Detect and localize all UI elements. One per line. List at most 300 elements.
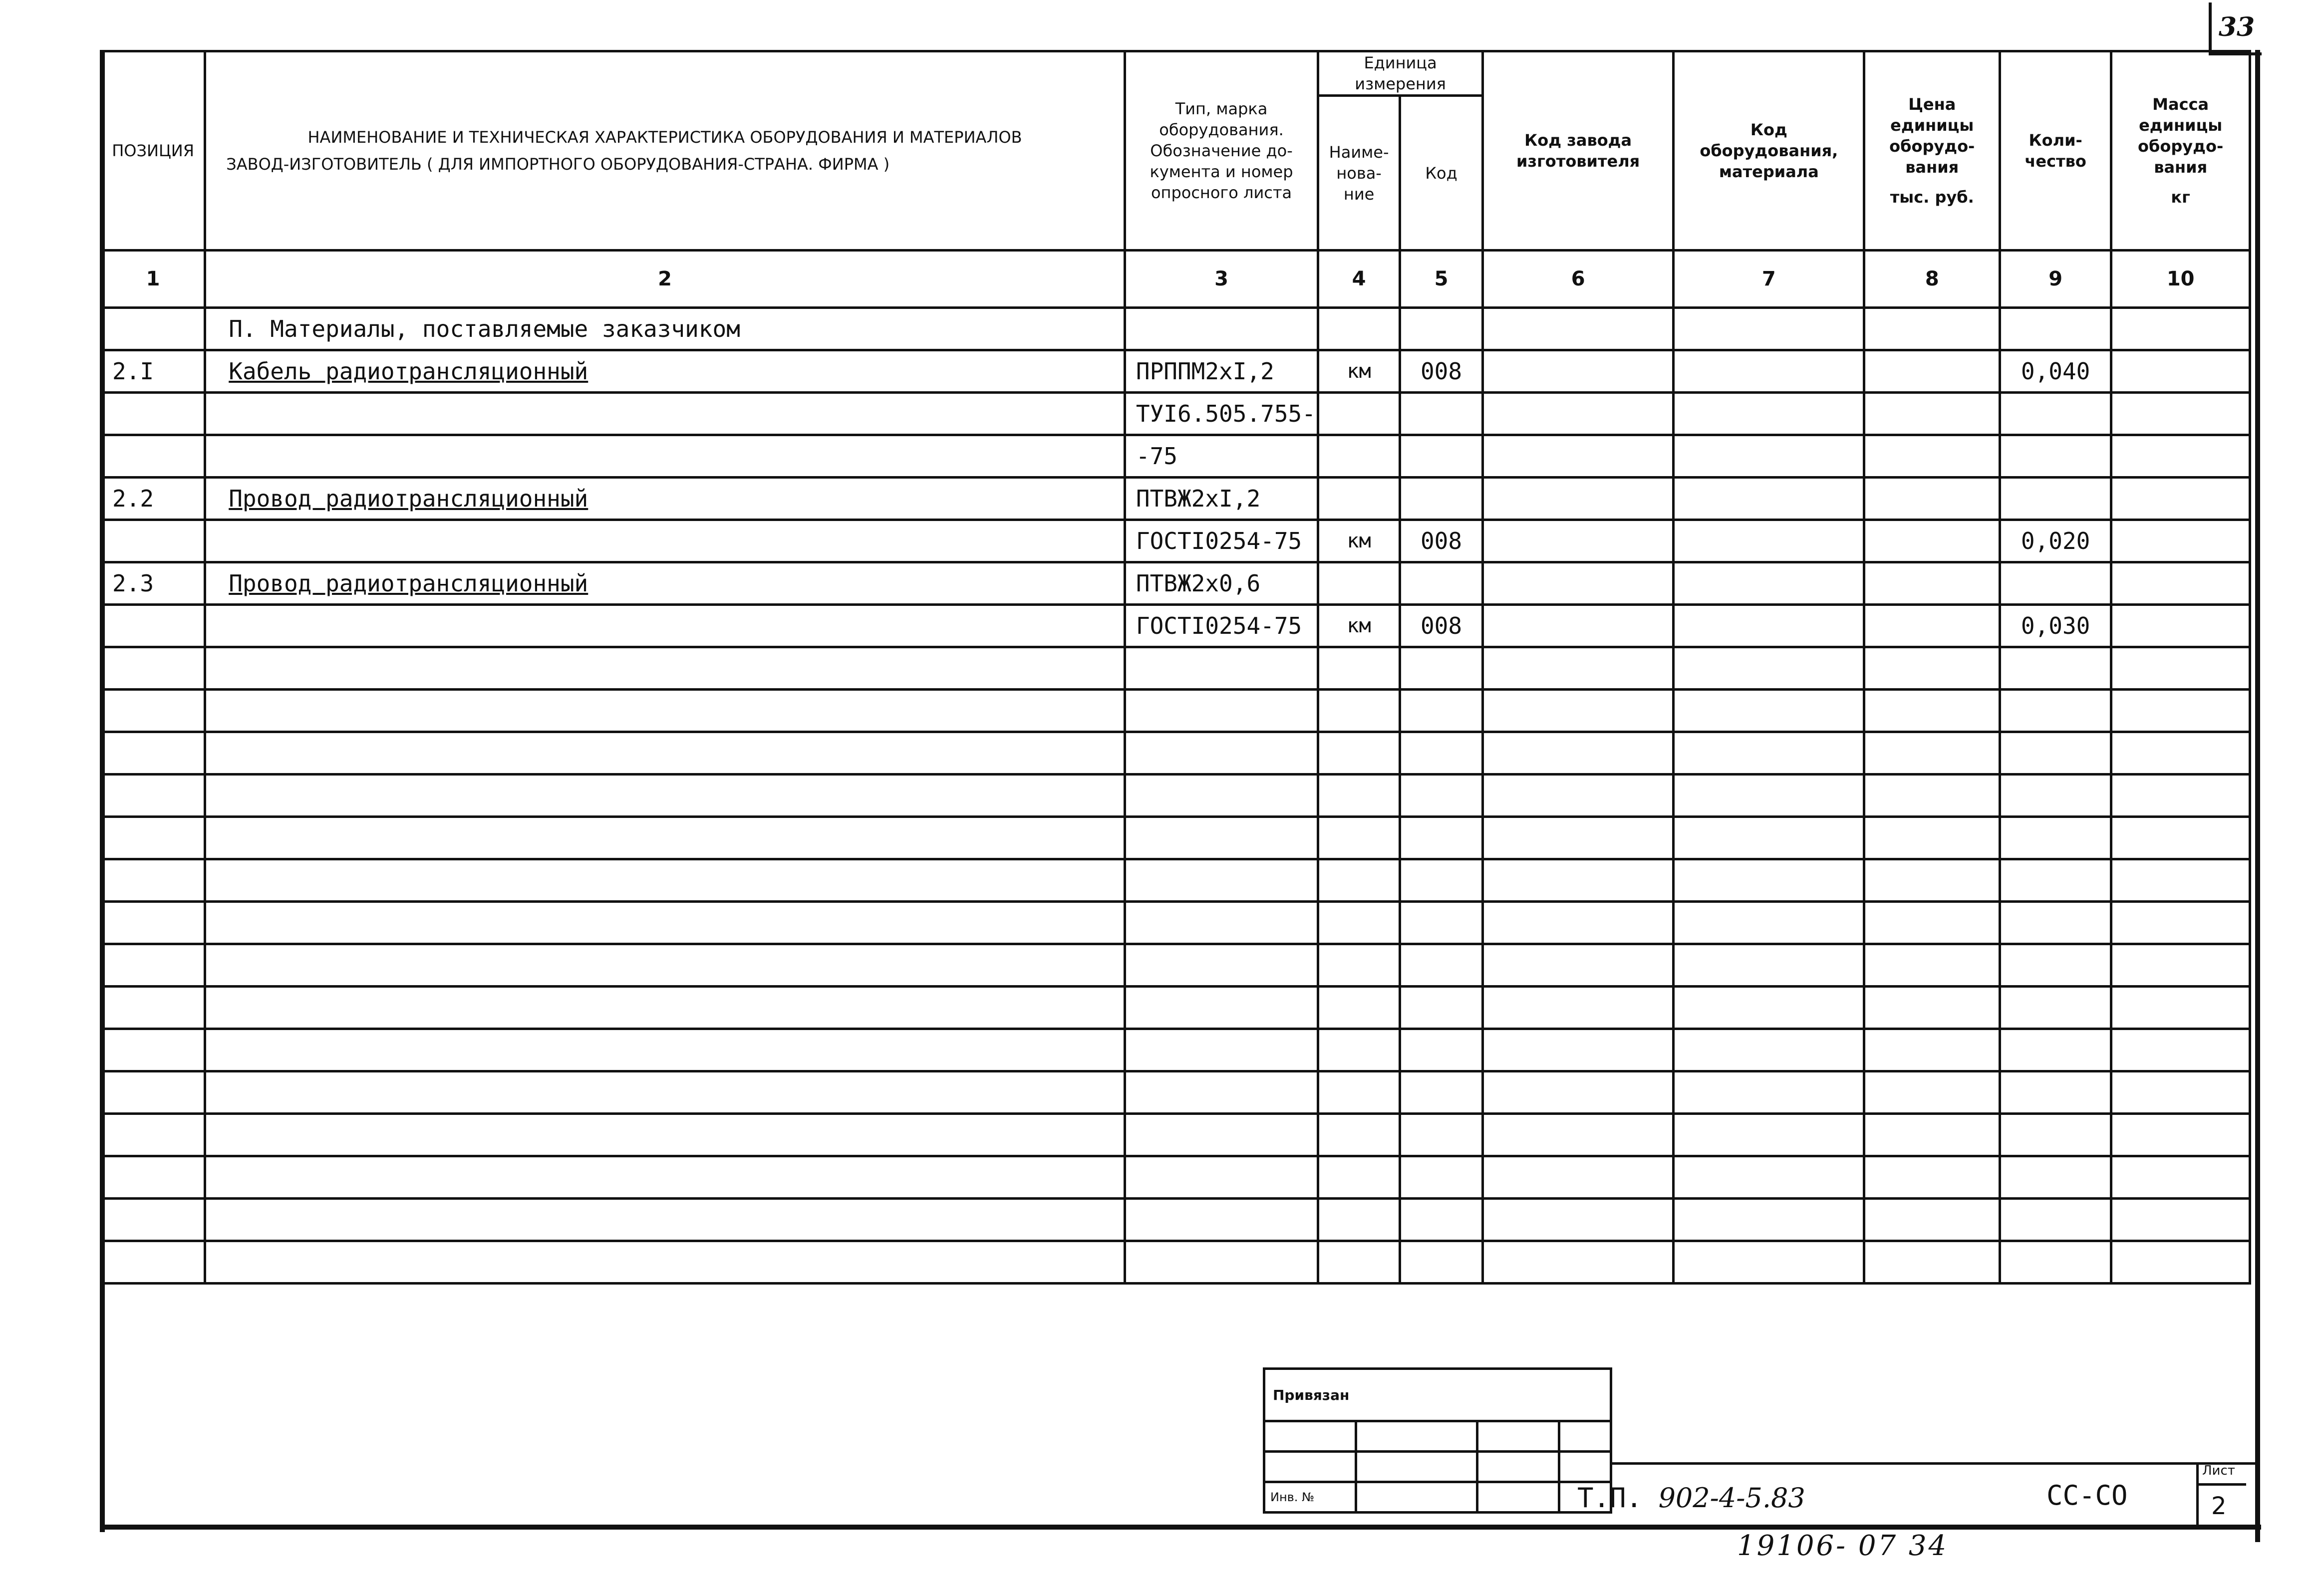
quantity-cell bbox=[2000, 562, 2111, 605]
cell-empty bbox=[1318, 1029, 1400, 1071]
cell-empty bbox=[101, 1199, 205, 1241]
cell-empty bbox=[101, 1114, 205, 1156]
cell-empty bbox=[1864, 647, 2000, 690]
column-number: 4 bbox=[1318, 251, 1400, 308]
maker-code-cell bbox=[1483, 605, 1674, 647]
mass-cell bbox=[2111, 393, 2250, 435]
header-quantity: Коли-чество bbox=[2000, 51, 2111, 251]
cell-empty bbox=[205, 1071, 1125, 1114]
cell-empty bbox=[1674, 1114, 1864, 1156]
position-cell: 2.2 bbox=[101, 478, 205, 520]
cell-empty bbox=[101, 944, 205, 987]
cell-empty bbox=[1318, 690, 1400, 732]
column-number: 10 bbox=[2111, 251, 2250, 308]
unit-code-cell: 008 bbox=[1400, 520, 1483, 562]
blank-row bbox=[101, 987, 2250, 1029]
cell-empty bbox=[1400, 647, 1483, 690]
quantity-cell: 0,040 bbox=[2000, 350, 2111, 393]
cell-empty bbox=[2111, 859, 2250, 902]
cell-empty bbox=[2111, 987, 2250, 1029]
cell-empty bbox=[1400, 944, 1483, 987]
cell-empty bbox=[1864, 775, 2000, 817]
cell-empty bbox=[1864, 859, 2000, 902]
cell-empty bbox=[1864, 1114, 2000, 1156]
cell-empty bbox=[1318, 1114, 1400, 1156]
column-number: 3 bbox=[1125, 251, 1318, 308]
cell-empty bbox=[1483, 987, 1674, 1029]
cell-empty bbox=[101, 732, 205, 775]
stamp-cell bbox=[1356, 1482, 1477, 1513]
cell-empty bbox=[2111, 1156, 2250, 1199]
cell-empty bbox=[1318, 775, 1400, 817]
cell-empty bbox=[1400, 732, 1483, 775]
type-cell: ПТВЖ2х0,6 bbox=[1125, 562, 1318, 605]
cell-empty bbox=[1400, 1114, 1483, 1156]
column-number: 8 bbox=[1864, 251, 2000, 308]
cell-empty bbox=[1125, 732, 1318, 775]
cell-empty bbox=[2111, 902, 2250, 944]
cell-empty bbox=[1318, 944, 1400, 987]
quantity-cell bbox=[2000, 393, 2111, 435]
cell-empty bbox=[2000, 1156, 2111, 1199]
cell-empty bbox=[1318, 732, 1400, 775]
page-mark: 33 bbox=[2209, 2, 2262, 55]
cell-empty bbox=[1318, 817, 1400, 859]
cell-empty bbox=[1864, 817, 2000, 859]
blank-row bbox=[101, 902, 2250, 944]
cell-empty bbox=[1674, 1156, 1864, 1199]
binding-stamp bbox=[1263, 1367, 1612, 1514]
cell-empty bbox=[101, 1241, 205, 1284]
blank-row bbox=[101, 944, 2250, 987]
list-label: Лист bbox=[2202, 1463, 2235, 1478]
cell-empty bbox=[2000, 1114, 2111, 1156]
unit-cell: км bbox=[1318, 520, 1400, 562]
cell-empty bbox=[2000, 690, 2111, 732]
type-cell: ПТВЖ2хI,2 bbox=[1125, 478, 1318, 520]
header-type: Тип, марка оборудования. Обозначение до-кумента и номер опросного листа bbox=[1125, 51, 1318, 251]
cell-empty bbox=[1483, 1114, 1674, 1156]
cell-empty bbox=[1483, 1241, 1674, 1284]
cell-empty bbox=[1318, 308, 1400, 350]
column-numbers-row bbox=[101, 251, 2250, 308]
table-row bbox=[101, 393, 2250, 435]
blank-row bbox=[101, 1199, 2250, 1241]
cell-empty bbox=[1483, 817, 1674, 859]
cell-empty bbox=[1864, 1071, 2000, 1114]
cell-empty bbox=[205, 1156, 1125, 1199]
cell-empty bbox=[205, 1114, 1125, 1156]
cell-empty bbox=[1318, 1241, 1400, 1284]
name-cell bbox=[205, 393, 1125, 435]
table-row bbox=[101, 435, 2250, 478]
cell-empty bbox=[2000, 1029, 2111, 1071]
price-cell bbox=[1864, 478, 2000, 520]
blank-row bbox=[101, 647, 2250, 690]
mass-cell bbox=[2111, 478, 2250, 520]
cell-empty bbox=[1864, 944, 2000, 987]
sheet-border-right bbox=[2255, 50, 2260, 1542]
unit-cell bbox=[1318, 435, 1400, 478]
cell-empty bbox=[1674, 859, 1864, 902]
material-code-cell bbox=[1674, 520, 1864, 562]
material-code-cell bbox=[1674, 435, 1864, 478]
cell-empty bbox=[1864, 1241, 2000, 1284]
price-cell bbox=[1864, 562, 2000, 605]
list-number: 2 bbox=[2211, 1492, 2227, 1520]
unit-code-cell: 008 bbox=[1400, 605, 1483, 647]
cell-empty bbox=[2000, 775, 2111, 817]
cell-empty bbox=[2111, 817, 2250, 859]
cell-empty bbox=[101, 987, 205, 1029]
cell-empty bbox=[1318, 902, 1400, 944]
cell-empty bbox=[101, 1071, 205, 1114]
cell-empty bbox=[205, 817, 1125, 859]
name-cell: Кабель радиотрансляционный bbox=[205, 350, 1125, 393]
title-block-rule bbox=[1612, 1462, 2256, 1465]
cell-empty bbox=[1483, 1071, 1674, 1114]
sheet-code: СС-СО bbox=[2046, 1480, 2128, 1511]
cell-empty bbox=[2000, 1199, 2111, 1241]
quantity-cell: 0,020 bbox=[2000, 520, 2111, 562]
blank-rows bbox=[101, 647, 2250, 1284]
unit-code-cell bbox=[1400, 478, 1483, 520]
cell-empty bbox=[1400, 902, 1483, 944]
cell-empty bbox=[1674, 1241, 1864, 1284]
cell-empty bbox=[1674, 690, 1864, 732]
cell-empty bbox=[1674, 647, 1864, 690]
cell-empty bbox=[2000, 1071, 2111, 1114]
unit-code-cell: 008 bbox=[1400, 350, 1483, 393]
cell-empty bbox=[1674, 1071, 1864, 1114]
column-number: 1 bbox=[101, 251, 205, 308]
cell-empty bbox=[1483, 732, 1674, 775]
cell-empty bbox=[1400, 690, 1483, 732]
table-row bbox=[101, 520, 2250, 562]
cell-empty bbox=[1483, 902, 1674, 944]
cell-empty bbox=[1125, 817, 1318, 859]
cell-empty bbox=[2111, 775, 2250, 817]
stamp-cell bbox=[1264, 1421, 1356, 1452]
blank-row bbox=[101, 1241, 2250, 1284]
cell-empty bbox=[1864, 1029, 2000, 1071]
cell-empty bbox=[2000, 817, 2111, 859]
cell-empty bbox=[1674, 987, 1864, 1029]
section-row bbox=[101, 308, 2250, 350]
price-cell bbox=[1864, 520, 2000, 562]
cell-empty bbox=[101, 902, 205, 944]
header-material-code: Код оборудования, материала bbox=[1674, 51, 1864, 251]
header-name-line1: НАИМЕНОВАНИЕ И ТЕХНИЧЕСКАЯ ХАРАКТЕРИСТИКА ОБОРУДОВАНИЯ И МАТЕРИАЛОВ bbox=[307, 128, 1022, 147]
blank-row bbox=[101, 1029, 2250, 1071]
blank-row bbox=[101, 817, 2250, 859]
header-price-text: Цена единицы оборудо-вания bbox=[1889, 95, 1975, 177]
cell-empty bbox=[1483, 1156, 1674, 1199]
cell-empty bbox=[2000, 902, 2111, 944]
maker-code-cell bbox=[1483, 393, 1674, 435]
cell-empty bbox=[2000, 1241, 2111, 1284]
stamp-cell bbox=[1477, 1421, 1559, 1452]
price-cell bbox=[1864, 350, 2000, 393]
type-cell: ТУI6.505.755- bbox=[1125, 393, 1318, 435]
position-cell: 2.I bbox=[101, 350, 205, 393]
cell-empty bbox=[1125, 902, 1318, 944]
header-unit-group: Единица измерения bbox=[1318, 51, 1483, 96]
cell-empty bbox=[101, 775, 205, 817]
cell-empty bbox=[1400, 308, 1483, 350]
blank-row bbox=[101, 732, 2250, 775]
header-mass bbox=[2111, 51, 2250, 251]
cell-empty bbox=[205, 1199, 1125, 1241]
cell-empty bbox=[1125, 1241, 1318, 1284]
mass-cell bbox=[2111, 605, 2250, 647]
cell-empty bbox=[1400, 1071, 1483, 1114]
cell-empty bbox=[1400, 859, 1483, 902]
price-cell bbox=[1864, 435, 2000, 478]
cell-empty bbox=[205, 690, 1125, 732]
cell-empty bbox=[1125, 647, 1318, 690]
maker-code-cell bbox=[1483, 562, 1674, 605]
cell-empty bbox=[1400, 987, 1483, 1029]
mass-cell bbox=[2111, 350, 2250, 393]
material-code-cell bbox=[1674, 605, 1864, 647]
column-number: 6 bbox=[1483, 251, 1674, 308]
cell-empty bbox=[1125, 1156, 1318, 1199]
quantity-cell bbox=[2000, 478, 2111, 520]
data-rows bbox=[101, 350, 2250, 647]
cell-empty bbox=[1318, 987, 1400, 1029]
mass-cell bbox=[2111, 520, 2250, 562]
cell-empty bbox=[1400, 817, 1483, 859]
cell-empty bbox=[1400, 1156, 1483, 1199]
table-row bbox=[101, 605, 2250, 647]
header-maker-code: Код завода изготовителя bbox=[1483, 51, 1674, 251]
cell-empty bbox=[1318, 859, 1400, 902]
unit-code-cell bbox=[1400, 562, 1483, 605]
type-cell: ПРППМ2хI,2 bbox=[1125, 350, 1318, 393]
cell-empty bbox=[101, 817, 205, 859]
table-row bbox=[101, 562, 2250, 605]
price-cell bbox=[1864, 393, 2000, 435]
cell-empty bbox=[101, 647, 205, 690]
unit-cell bbox=[1318, 393, 1400, 435]
cell-empty bbox=[1125, 859, 1318, 902]
blank-row bbox=[101, 1071, 2250, 1114]
cell-empty bbox=[1318, 1199, 1400, 1241]
cell-empty bbox=[2111, 1241, 2250, 1284]
maker-code-cell bbox=[1483, 478, 1674, 520]
cell-empty bbox=[205, 732, 1125, 775]
unit-cell: км bbox=[1318, 605, 1400, 647]
header-unit-name: Наиме-нова-ние bbox=[1318, 96, 1400, 251]
header-row-top bbox=[101, 51, 2250, 96]
unit-cell bbox=[1318, 562, 1400, 605]
maker-code-cell bbox=[1483, 350, 1674, 393]
unit-code-cell bbox=[1400, 435, 1483, 478]
mass-cell bbox=[2111, 435, 2250, 478]
material-code-cell bbox=[1674, 350, 1864, 393]
header-mass-text: Масса единицы оборудо-вания bbox=[2138, 95, 2224, 177]
stamp-privyazan: Привязан bbox=[1264, 1369, 1611, 1421]
cell-empty bbox=[1125, 775, 1318, 817]
name-cell bbox=[205, 435, 1125, 478]
header-name-line2: ЗАВОД-ИЗГОТОВИТЕЛЬ ( ДЛЯ ИМПОРТНОГО ОБОРУДОВАНИЯ-СТРАНА. ФИРМА ) bbox=[226, 155, 890, 174]
position-cell bbox=[101, 520, 205, 562]
cell-empty bbox=[1400, 1241, 1483, 1284]
cell-empty bbox=[101, 1029, 205, 1071]
cell-empty bbox=[1483, 647, 1674, 690]
type-cell: ГОСТI0254-75 bbox=[1125, 520, 1318, 562]
maker-code-cell bbox=[1483, 435, 1674, 478]
position-cell: 2.3 bbox=[101, 562, 205, 605]
stamp-inv: Инв. № bbox=[1264, 1482, 1356, 1513]
blank-row bbox=[101, 1114, 2250, 1156]
cell-empty bbox=[1864, 987, 2000, 1029]
stamp-cell bbox=[1356, 1452, 1477, 1482]
cell-empty bbox=[205, 647, 1125, 690]
cell-empty bbox=[1674, 732, 1864, 775]
cell-empty bbox=[1864, 308, 2000, 350]
cell-empty bbox=[2000, 944, 2111, 987]
type-cell: ГОСТI0254-75 bbox=[1125, 605, 1318, 647]
list-separator bbox=[2196, 1483, 2246, 1486]
cell-empty bbox=[1674, 1199, 1864, 1241]
name-cell: Провод радиотрансляционный bbox=[205, 478, 1125, 520]
quantity-cell bbox=[2000, 435, 2111, 478]
blank-row bbox=[101, 859, 2250, 902]
stamp-cell bbox=[1477, 1482, 1559, 1513]
doc-code bbox=[1577, 1482, 1805, 1514]
cell-empty bbox=[205, 1241, 1125, 1284]
mass-cell bbox=[2111, 562, 2250, 605]
sheet-border-bottom bbox=[100, 1525, 2261, 1530]
cell-empty bbox=[1125, 944, 1318, 987]
cell-empty bbox=[2000, 308, 2111, 350]
stamp-cell bbox=[1264, 1452, 1356, 1482]
cell-empty bbox=[101, 308, 205, 350]
name-cell: Провод радиотрансляционный bbox=[205, 562, 1125, 605]
cell-empty bbox=[1400, 775, 1483, 817]
header-price-unit: тыс. руб. bbox=[1890, 188, 1974, 207]
unit-cell bbox=[1318, 478, 1400, 520]
table-row bbox=[101, 478, 2250, 520]
header-position: ПОЗИЦИЯ bbox=[101, 51, 205, 251]
cell-empty bbox=[2000, 987, 2111, 1029]
stamp-cell bbox=[1477, 1452, 1559, 1482]
column-number: 7 bbox=[1674, 251, 1864, 308]
cell-empty bbox=[2111, 732, 2250, 775]
cell-empty bbox=[205, 775, 1125, 817]
cell-empty bbox=[1125, 1029, 1318, 1071]
cell-empty bbox=[2111, 1071, 2250, 1114]
cell-empty bbox=[1483, 775, 1674, 817]
quantity-cell: 0,030 bbox=[2000, 605, 2111, 647]
cell-empty bbox=[1483, 1029, 1674, 1071]
archive-number: 19106- 07 34 bbox=[1737, 1530, 1949, 1562]
doc-number: 902-4-5.83 bbox=[1658, 1482, 1805, 1514]
cell-empty bbox=[2111, 308, 2250, 350]
price-cell bbox=[1864, 605, 2000, 647]
stamp-cell bbox=[1356, 1421, 1477, 1452]
cell-empty bbox=[1125, 1114, 1318, 1156]
cell-empty bbox=[1864, 690, 2000, 732]
cell-empty bbox=[1125, 308, 1318, 350]
stamp-cell bbox=[1559, 1452, 1611, 1482]
name-cell bbox=[205, 520, 1125, 562]
cell-empty bbox=[1318, 647, 1400, 690]
cell-empty bbox=[1674, 902, 1864, 944]
cell-empty bbox=[101, 1156, 205, 1199]
cell-empty bbox=[2111, 944, 2250, 987]
blank-row bbox=[101, 690, 2250, 732]
cell-empty bbox=[2000, 647, 2111, 690]
header-price bbox=[1864, 51, 2000, 251]
unit-code-cell bbox=[1400, 393, 1483, 435]
cell-empty bbox=[1674, 1029, 1864, 1071]
cell-empty bbox=[1318, 1071, 1400, 1114]
table-row bbox=[101, 350, 2250, 393]
cell-empty bbox=[1483, 308, 1674, 350]
position-cell bbox=[101, 393, 205, 435]
column-number: 9 bbox=[2000, 251, 2111, 308]
position-cell bbox=[101, 435, 205, 478]
cell-empty bbox=[1674, 775, 1864, 817]
specification-table bbox=[100, 50, 2251, 1285]
cell-empty bbox=[1400, 1029, 1483, 1071]
cell-empty bbox=[205, 902, 1125, 944]
cell-empty bbox=[1674, 817, 1864, 859]
cell-empty bbox=[1318, 1156, 1400, 1199]
header-mass-unit: кг bbox=[2171, 188, 2190, 207]
column-number: 2 bbox=[205, 251, 1125, 308]
cell-empty bbox=[2111, 1029, 2250, 1071]
cell-empty bbox=[2111, 1199, 2250, 1241]
cell-empty bbox=[1125, 987, 1318, 1029]
cell-empty bbox=[205, 859, 1125, 902]
cell-empty bbox=[205, 944, 1125, 987]
cell-empty bbox=[1483, 859, 1674, 902]
material-code-cell bbox=[1674, 562, 1864, 605]
cell-empty bbox=[2111, 647, 2250, 690]
blank-row bbox=[101, 775, 2250, 817]
header-unit-code: Код bbox=[1400, 96, 1483, 251]
cell-empty bbox=[1674, 944, 1864, 987]
cell-empty bbox=[1864, 902, 2000, 944]
cell-empty bbox=[2111, 690, 2250, 732]
cell-empty bbox=[1125, 1071, 1318, 1114]
material-code-cell bbox=[1674, 393, 1864, 435]
cell-empty bbox=[205, 1029, 1125, 1071]
cell-empty bbox=[2000, 732, 2111, 775]
cell-empty bbox=[1400, 1199, 1483, 1241]
type-cell: -75 bbox=[1125, 435, 1318, 478]
material-code-cell bbox=[1674, 478, 1864, 520]
cell-empty bbox=[1864, 732, 2000, 775]
cell-empty bbox=[1864, 1156, 2000, 1199]
cell-empty bbox=[101, 859, 205, 902]
blank-row bbox=[101, 1156, 2250, 1199]
name-cell bbox=[205, 605, 1125, 647]
cell-empty bbox=[1483, 690, 1674, 732]
cell-empty bbox=[101, 690, 205, 732]
cell-empty bbox=[2111, 1114, 2250, 1156]
cell-empty bbox=[1483, 944, 1674, 987]
cell-empty bbox=[205, 987, 1125, 1029]
unit-cell: км bbox=[1318, 350, 1400, 393]
cell-empty bbox=[1864, 1199, 2000, 1241]
column-number: 5 bbox=[1400, 251, 1483, 308]
stamp-cell bbox=[1559, 1421, 1611, 1452]
